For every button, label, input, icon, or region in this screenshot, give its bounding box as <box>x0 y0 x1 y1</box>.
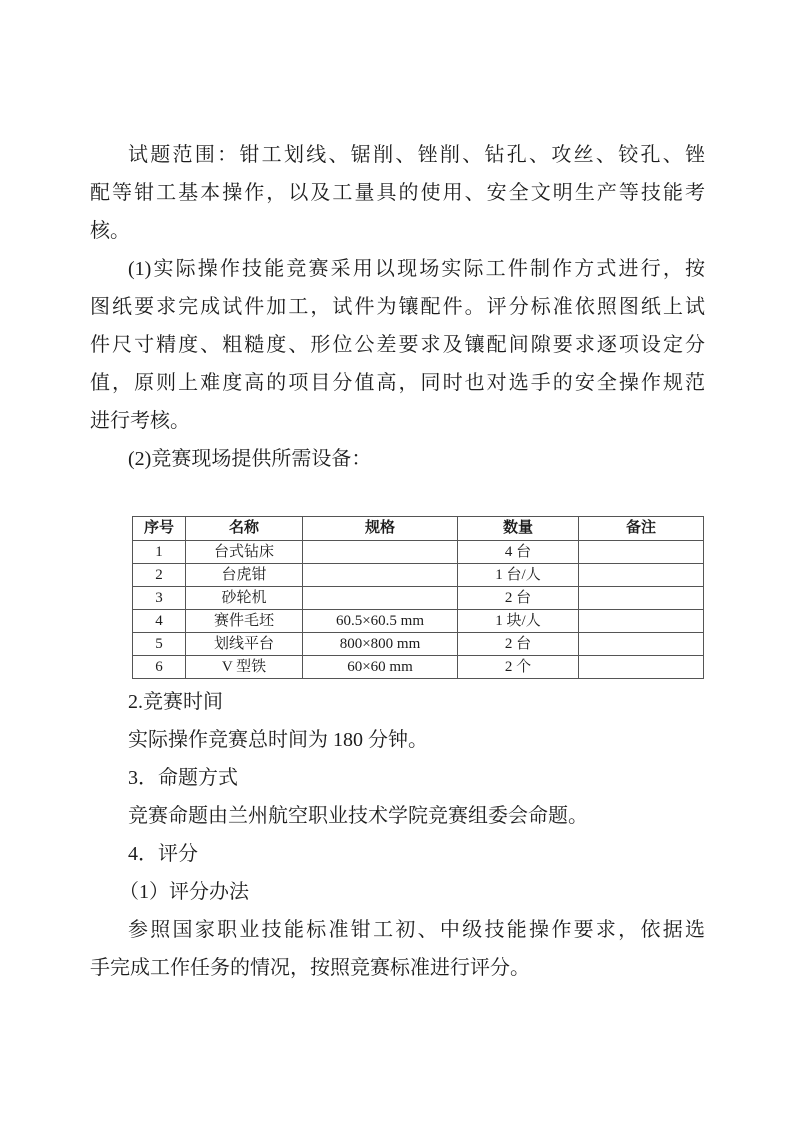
table-cell: 2 <box>133 564 186 587</box>
table-cell: 2 个 <box>458 656 579 679</box>
table-cell <box>579 541 704 564</box>
table-cell: V 型铁 <box>186 656 303 679</box>
table-row <box>133 541 704 564</box>
table-cell <box>579 656 704 679</box>
table-row <box>133 564 704 587</box>
body-text-line: 件尺寸精度、粗糙度、形位公差要求及镶配间隙要求逐项设定分 <box>90 334 705 356</box>
body-text-line: 核。 <box>90 220 130 242</box>
body-text-line: 参照国家职业技能标准钳工初、中级技能操作要求，依据选 <box>128 919 705 941</box>
table-cell: 60×60 mm <box>303 656 458 679</box>
body-text-line: (1)实际操作技能竞赛采用以现场实际工件制作方式进行，按 <box>128 258 705 280</box>
table-cell: 5 <box>133 633 186 656</box>
table-cell: 1 <box>133 541 186 564</box>
table-cell: 划线平台 <box>186 633 303 656</box>
section-heading-line: 3．命题方式 <box>128 767 238 789</box>
table-header-cell: 名称 <box>186 517 303 541</box>
subsection-heading-line: （1）评分办法 <box>119 881 249 903</box>
table-header-cell: 序号 <box>133 517 186 541</box>
table-header-cell: 备注 <box>579 517 704 541</box>
body-text-line: 实际操作竞赛总时间为 180 分钟。 <box>128 729 428 751</box>
table-cell <box>303 541 458 564</box>
body-text-line: 值，原则上难度高的项目分值高，同时也对选手的安全操作规范 <box>90 372 705 394</box>
table-cell <box>579 564 704 587</box>
table-row <box>133 610 704 633</box>
table-cell: 砂轮机 <box>186 587 303 610</box>
table-cell <box>579 633 704 656</box>
table-cell <box>303 564 458 587</box>
table-cell: 800×800 mm <box>303 633 458 656</box>
table-cell: 台虎钳 <box>186 564 303 587</box>
table-cell: 3 <box>133 587 186 610</box>
table-header-cell: 数量 <box>458 517 579 541</box>
table-cell <box>579 587 704 610</box>
body-text-line: 配等钳工基本操作，以及工量具的使用、安全文明生产等技能考 <box>90 182 705 204</box>
table-row <box>133 633 704 656</box>
table-header-row <box>133 517 704 541</box>
equipment-table <box>132 516 704 679</box>
body-text-line: 试题范围：钳工划线、锯削、锉削、钻孔、攻丝、铰孔、锉 <box>128 144 705 166</box>
section-heading-line: 2.竞赛时间 <box>128 691 223 713</box>
table-cell: 4 <box>133 610 186 633</box>
table-cell: 2 台 <box>458 633 579 656</box>
body-text-line: 手完成工作任务的情况，按照竞赛标准进行评分。 <box>90 957 530 979</box>
table-row <box>133 587 704 610</box>
table-cell: 赛件毛坯 <box>186 610 303 633</box>
table-cell <box>579 610 704 633</box>
table-cell: 1 台/人 <box>458 564 579 587</box>
table-cell: 4 台 <box>458 541 579 564</box>
table-row <box>133 656 704 679</box>
body-text-line: 图纸要求完成试件加工，试件为镶配件。评分标准依照图纸上试 <box>90 296 705 318</box>
table-cell: 台式钻床 <box>186 541 303 564</box>
table-cell: 1 块/人 <box>458 610 579 633</box>
body-text-line: 竞赛命题由兰州航空职业技术学院竞赛组委会命题。 <box>128 805 588 827</box>
table-cell: 60.5×60.5 mm <box>303 610 458 633</box>
body-text-line: 进行考核。 <box>90 410 190 432</box>
table-cell <box>303 587 458 610</box>
table-header-cell: 规格 <box>303 517 458 541</box>
page-content <box>90 136 705 987</box>
table-cell: 2 台 <box>458 587 579 610</box>
section-heading-line: 4．评分 <box>128 843 198 865</box>
body-text-line: (2)竞赛现场提供所需设备： <box>128 448 372 470</box>
table-cell: 6 <box>133 656 186 679</box>
